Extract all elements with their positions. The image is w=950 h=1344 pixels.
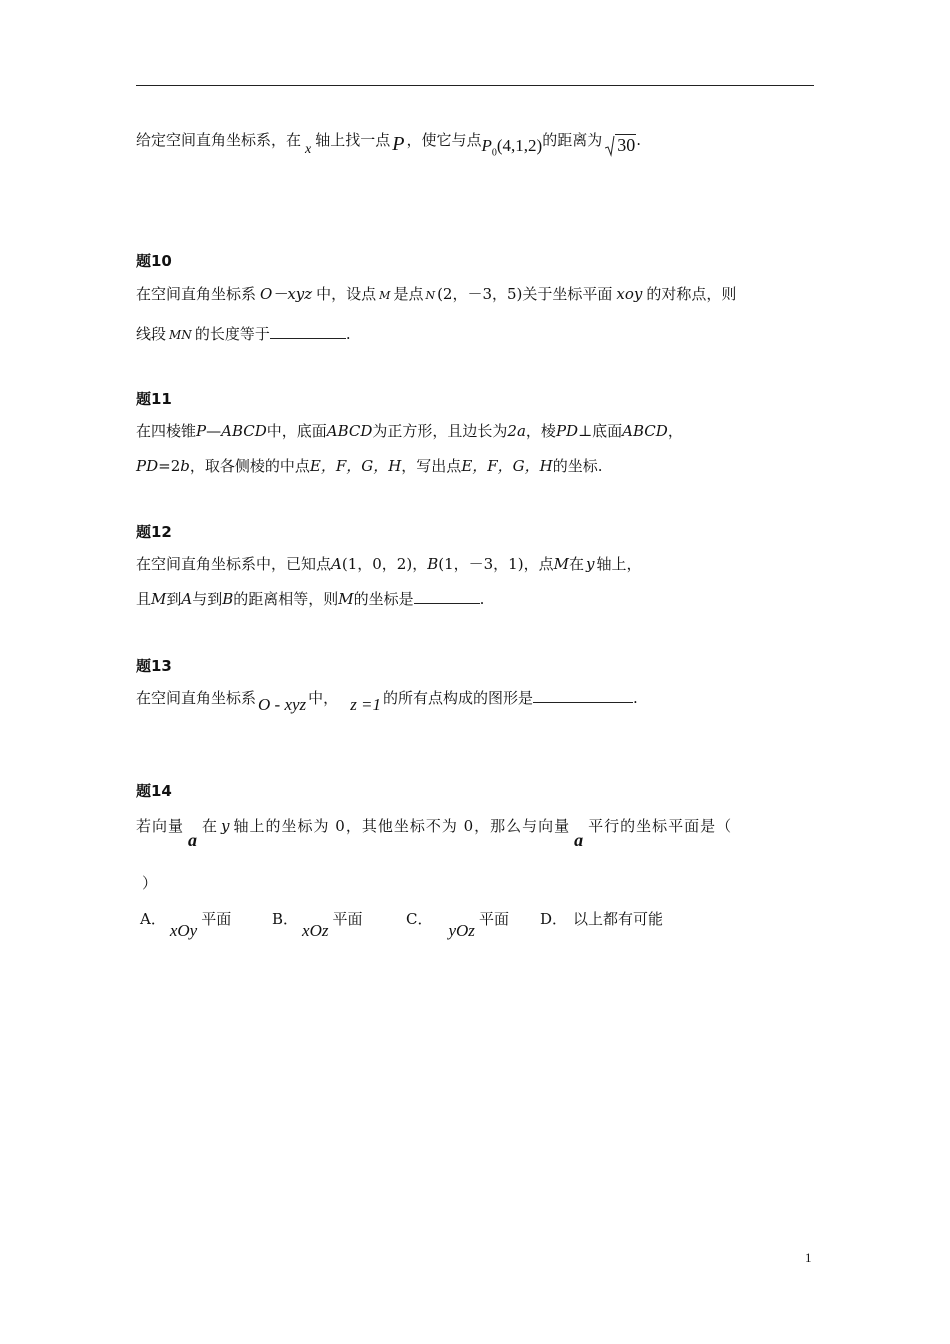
q13-text: 中，	[308, 689, 339, 707]
option-text: 平面	[332, 910, 363, 928]
q11-text: ，	[667, 422, 683, 440]
sqrt-30	[605, 134, 636, 157]
q12-line1	[136, 553, 641, 575]
q12-var: M	[553, 555, 569, 573]
vector-a: a	[188, 830, 199, 850]
q12-var: M	[338, 590, 354, 608]
option-label: A．	[140, 910, 166, 928]
q10-text: 的长度等于	[194, 325, 270, 343]
q13-text: 的所有点构成的图形是	[383, 689, 534, 707]
q10-var-n: N	[425, 289, 436, 302]
q12-text: 且	[136, 590, 152, 608]
option-text: 平面	[478, 910, 509, 928]
q14-title: 题14	[136, 782, 172, 800]
intro-point-coords: (4,1,2)	[496, 136, 543, 155]
q13-line1	[136, 687, 638, 714]
q14-close-paren: ）	[142, 874, 158, 892]
option-text: 平面	[201, 910, 232, 928]
q11-var: 2a	[507, 422, 526, 440]
intro-var-p: P	[392, 133, 405, 155]
q12-text: 的坐标是	[353, 590, 414, 608]
q11-text: ，写出点	[401, 457, 462, 475]
page-number: 1	[805, 1250, 812, 1265]
q14-text: 若向量	[136, 817, 185, 835]
sqrt-value: 30	[617, 135, 636, 155]
q11-var: P	[196, 422, 207, 440]
intro-line	[136, 128, 641, 158]
q10-text: 在空间直角坐标系	[136, 285, 257, 303]
q12-text: 在	[568, 555, 584, 573]
q14-text: 在	[202, 817, 219, 835]
option-a[interactable]	[140, 908, 232, 940]
radical-sign-icon	[605, 135, 615, 157]
q11-line2	[136, 455, 603, 477]
intro-text-2: 轴上找一点	[315, 131, 391, 149]
q14-var-y: y	[221, 817, 231, 835]
q10-text: 中，设点	[316, 285, 377, 303]
q11-title: 题11	[136, 390, 172, 408]
q14-line1	[136, 814, 733, 850]
q12-line2	[136, 588, 484, 610]
q12-var: A	[181, 590, 193, 608]
option-plane: xOz	[302, 921, 329, 940]
q11-var: ABCD	[622, 422, 668, 440]
intro-point-label: P	[481, 136, 492, 155]
q10-line1	[136, 283, 736, 307]
q11-text: 的坐标.	[552, 457, 603, 475]
q10-line2	[136, 323, 351, 346]
q11-var: b	[180, 457, 190, 475]
q11-text: 中，底面	[266, 422, 327, 440]
q10-text: 的对称点，则	[646, 285, 737, 303]
q11-points: E，F，G，H	[461, 457, 553, 475]
q11-text: 在四棱锥	[136, 422, 197, 440]
q12-text: 在空间直角坐标系中，已知点	[136, 555, 332, 573]
q11-var: ABCD	[221, 422, 267, 440]
q12-text: (1，0，2)，	[341, 555, 428, 573]
q12-text: .	[479, 590, 485, 608]
q11-points: E，F，G，H	[309, 457, 402, 475]
q12-title: 题12	[136, 523, 172, 541]
q12-var: B	[222, 590, 234, 608]
header-rule	[136, 85, 814, 86]
q10-text: .	[345, 325, 351, 343]
q11-text: ⊥底面	[578, 422, 623, 440]
q11-var: PD	[136, 457, 159, 475]
answer-blank[interactable]	[414, 589, 480, 604]
option-d[interactable]	[540, 908, 663, 930]
intro-var-x: x	[305, 142, 312, 157]
q14-text: 轴上的坐标为 0，其他坐标不为 0，那么与向量	[233, 817, 571, 835]
q11-line1	[136, 420, 683, 442]
option-label: B．	[272, 910, 299, 928]
intro-text-3: ，使它与点	[406, 131, 482, 149]
q11-text: =2	[158, 457, 181, 475]
intro-text-4: 的距离为	[542, 131, 603, 149]
option-plane: xOy	[169, 921, 198, 940]
q12-text: (1，－3，1)，点	[438, 555, 554, 573]
option-b[interactable]	[272, 908, 363, 940]
q12-var: B	[427, 555, 439, 573]
option-label: D．	[540, 910, 568, 928]
intro-point-sub: 0	[491, 147, 497, 159]
q10-text: 线段	[136, 325, 167, 343]
answer-blank[interactable]	[533, 688, 633, 703]
q12-var: y	[585, 555, 595, 573]
q12-text: 的距离相等，则	[233, 590, 339, 608]
q12-var: A	[331, 555, 342, 573]
q13-equation: z =1	[350, 695, 382, 714]
q12-text: 到	[166, 590, 182, 608]
vector-a: a	[574, 830, 585, 850]
intro-text-5: .	[636, 131, 641, 149]
q13-text: .	[633, 689, 638, 707]
q12-text: 轴上，	[596, 555, 642, 573]
q12-var: M	[151, 590, 167, 608]
q10-text: 是点	[393, 285, 424, 303]
q11-var: ABCD	[326, 422, 373, 440]
q10-segment: MN	[169, 328, 192, 342]
q11-text: ，棱	[525, 422, 556, 440]
option-label: C．	[406, 910, 433, 928]
q10-plane: xoy	[616, 285, 643, 303]
intro-text-1: 给定空间直角坐标系，在	[136, 131, 302, 149]
q13-title: 题13	[136, 657, 172, 675]
q12-text: 与到	[192, 590, 223, 608]
q10-text: (2，－3，5)关于坐标平面	[437, 285, 613, 303]
option-plane: yOz	[448, 921, 475, 940]
q11-text: ，取各侧棱的中点	[189, 457, 310, 475]
q10-var-m: M	[379, 289, 391, 302]
intro-point	[481, 136, 543, 159]
q14-text: 平行的坐标平面是（	[588, 817, 733, 835]
q11-text: 为正方形，且边长为	[372, 422, 508, 440]
q13-text: 在空间直角坐标系	[136, 689, 257, 707]
q11-var: PD	[555, 422, 579, 440]
q11-text: —	[206, 422, 222, 440]
option-text: 以上都有可能	[573, 910, 664, 928]
q10-system: O－xyz	[260, 285, 313, 303]
answer-blank[interactable]	[270, 324, 346, 339]
option-c[interactable]	[406, 908, 509, 940]
q10-title: 题10	[136, 252, 172, 270]
q13-system: O - xyz	[258, 695, 307, 714]
